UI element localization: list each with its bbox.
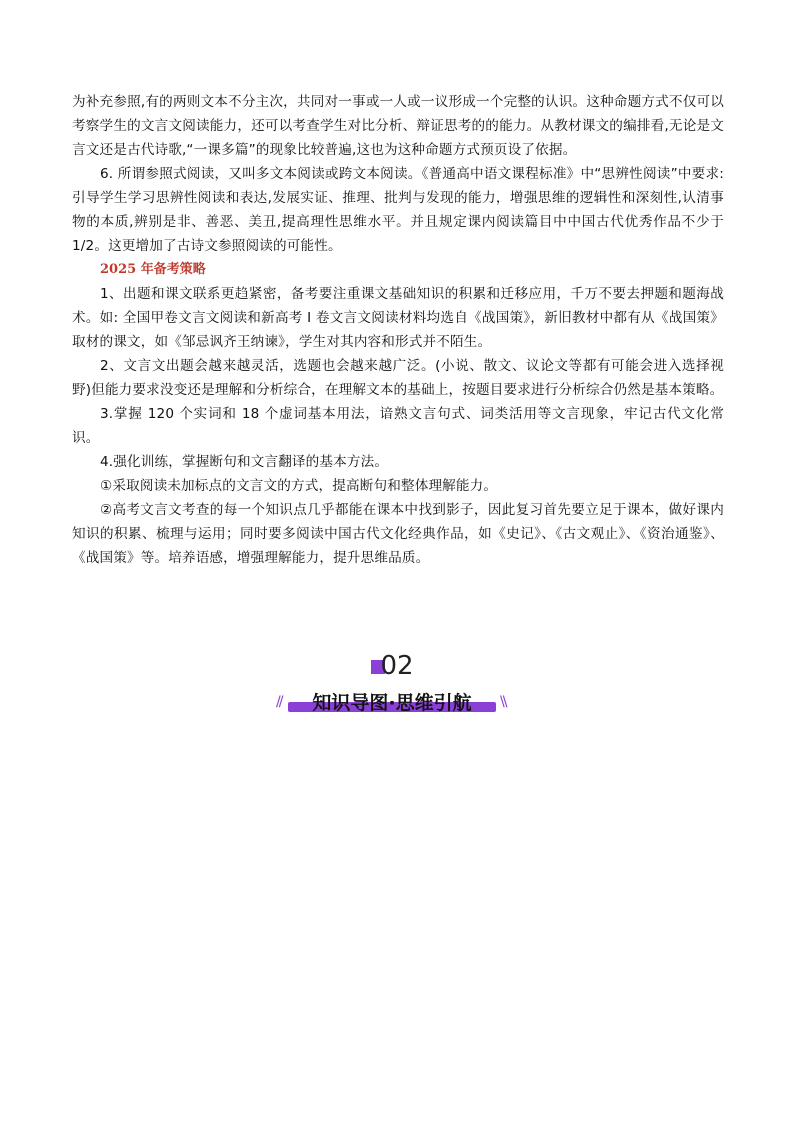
strategy-subitem-2: ②高考文言文考查的每一个知识点几乎都能在课本中找到影子，因此复习首先要立足于课本，做好课内知识的积累、梳理与运用；同时要多阅读中国古代文化经典作品，如《史记》、《古文观止》、《资治通鉴》、《战国策》等。培养语感，增强理解能力，提升思维品质。	[72, 502, 724, 566]
left-slash-decoration: //	[276, 694, 282, 710]
right-slash-decoration: \\	[500, 694, 506, 710]
section-banner	[288, 690, 496, 718]
section-number: 02	[380, 651, 414, 681]
paragraph-intro: 为补充参照,有的两则文本不分主次，共同对一事或一人或一议形成一个完整的认识。这种命题方式不仅可以考察学生的文言文阅读能力，还可以考查学生对比分析、辩证思考的的能力。从教材课文的编排看,无论是文言文还是古代诗歌,“一课多篇”的现象比较普遍,这也为这种命题方式预页设了依据。	[72, 94, 724, 158]
document-body	[72, 90, 724, 570]
section-title: 知识导图·思维引航	[312, 692, 472, 714]
strategy-item-1: 1、出题和课文联系更趋紧密，备考要注重课文基础知识的积累和迁移应用，千万不要去押题和题海战术。如: 全国甲卷文言文阅读和新高考 I 卷文言文阅读材料均选自《战国策》，新旧教材中都有从《战国策》取材的课文，如《邹忌讽齐王纳谏》，学生对其内容和形式并不陌生。	[72, 286, 724, 350]
strategy-subitem-1: ①采取阅读未加标点的文言文的方式，提高断句和整体理解能力。	[100, 478, 498, 494]
strategy-item-3: 3.掌握 120 个实词和 18 个虚词基本用法，谙熟文言句式、词类活用等文言现象，牢记古代文化常识。	[72, 406, 724, 446]
strategy-item-4: 4.强化训练，掌握断句和文言翻译的基本方法。	[100, 454, 389, 470]
strategy-item-2: 2、文言文出题会越来越灵活，选题也会越来越广泛。(小说、散文、议论文等都有可能会进入选择视野)但能力要求没变还是理解和分析综合，在理解文本的基础上，按题目要求进行分析综合仍然是基本策略。	[72, 358, 724, 398]
paragraph-item-6: 6. 所谓参照式阅读，又叫多文本阅读或跨文本阅读。《普通高中语文课程标准》中“思辨性阅读”中要求:引导学生学习思辨性阅读和表达,发展实证、推理、批判与发现的能力，增强思维的逻辑性和深刻性,认清事物的本质,辨别是非、善恶、美丑,提高理性思维水平。并且规定课内阅读篇目中中国古代优秀作品不少于 1/2。这更增加了古诗文参照阅读的可能性。	[72, 166, 724, 254]
strategy-heading: 2025 年备考策略	[100, 262, 206, 277]
